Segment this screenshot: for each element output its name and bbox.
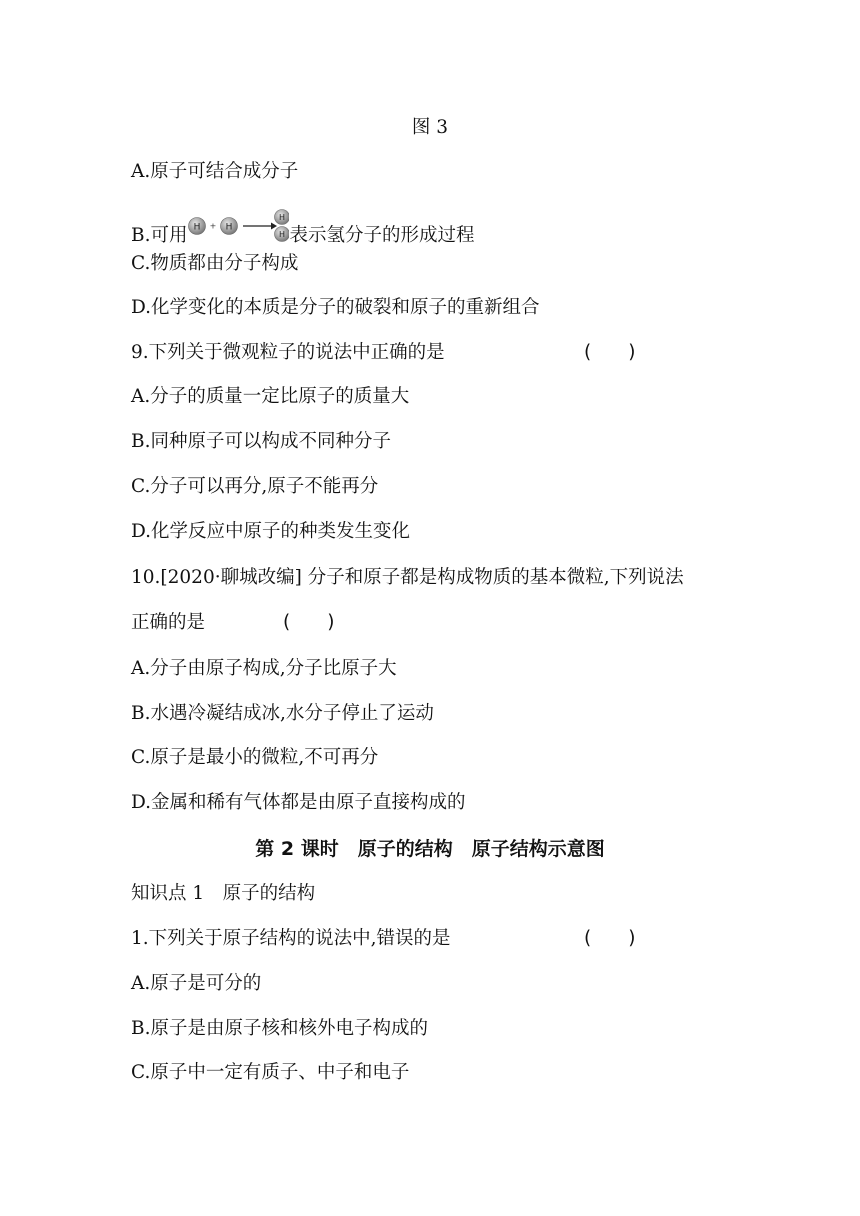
knowledge-point-label: 知识点 1 原子的结构 <box>131 883 316 904</box>
q10-option-d: D.金属和稀有气体都是由原子直接构成的 <box>131 792 466 813</box>
section-heading: 第 2 课时 原子的结构 原子结构示意图 <box>255 838 605 860</box>
reaction-arrow <box>243 223 277 230</box>
figure-caption: 图 3 <box>411 117 449 138</box>
q10-answer-bracket: ( ) <box>283 612 335 633</box>
s2q1-answer-bracket: ( ) <box>584 928 636 949</box>
q10-option-b: B.水遇冷凝结成冰,水分子停止了运动 <box>131 703 434 724</box>
atom-label: H <box>226 222 233 233</box>
q8-option-c: C.物质都由分子构成 <box>131 253 299 274</box>
q8-option-b-suffix: 表示氢分子的形成过程 <box>289 225 475 246</box>
hydrogen-atom-1 <box>189 218 206 235</box>
reaction-svg <box>187 206 289 246</box>
atom-label: H <box>194 222 201 233</box>
q9-option-c: C.分子可以再分,原子不能再分 <box>131 476 379 497</box>
q9-option-b: B.同种原子可以构成不同种分子 <box>131 431 391 452</box>
q10-stem-line1: 10.[2020·聊城改编] 分子和原子都是构成物质的基本微粒,下列说法 <box>131 567 684 588</box>
plus-sign: + <box>210 221 217 231</box>
hydrogen-molecule-formation-diagram <box>187 206 289 254</box>
q8-option-b-prefix: B.可用 <box>131 225 188 246</box>
q10-option-a: A.分子由原子构成,分子比原子大 <box>131 658 397 679</box>
s2q1-option-b: B.原子是由原子核和核外电子构成的 <box>131 1018 428 1039</box>
q9-option-a: A.分子的质量一定比原子的质量大 <box>131 386 410 407</box>
s2q1-option-c: C.原子中一定有质子、中子和电子 <box>131 1062 410 1083</box>
q8-option-d: D.化学变化的本质是分子的破裂和原子的重新组合 <box>131 297 540 318</box>
hydrogen-molecule <box>275 210 290 242</box>
s2q1-option-a: A.原子是可分的 <box>131 973 262 994</box>
q10-option-c: C.原子是最小的微粒,不可再分 <box>131 747 379 768</box>
atom-label: H <box>279 213 286 222</box>
s2q1-stem: 1.下列关于原子结构的说法中,错误的是 <box>131 928 451 949</box>
q9-stem: 9.下列关于微观粒子的说法中正确的是 <box>131 342 445 363</box>
q10-stem-line2: 正确的是 <box>131 612 206 633</box>
q9-answer-bracket: ( ) <box>584 342 636 363</box>
q8-option-a: A.原子可结合成分子 <box>131 161 299 182</box>
atom-label: H <box>279 230 286 239</box>
q9-option-d: D.化学反应中原子的种类发生变化 <box>131 521 411 542</box>
hydrogen-atom-2 <box>221 218 238 235</box>
